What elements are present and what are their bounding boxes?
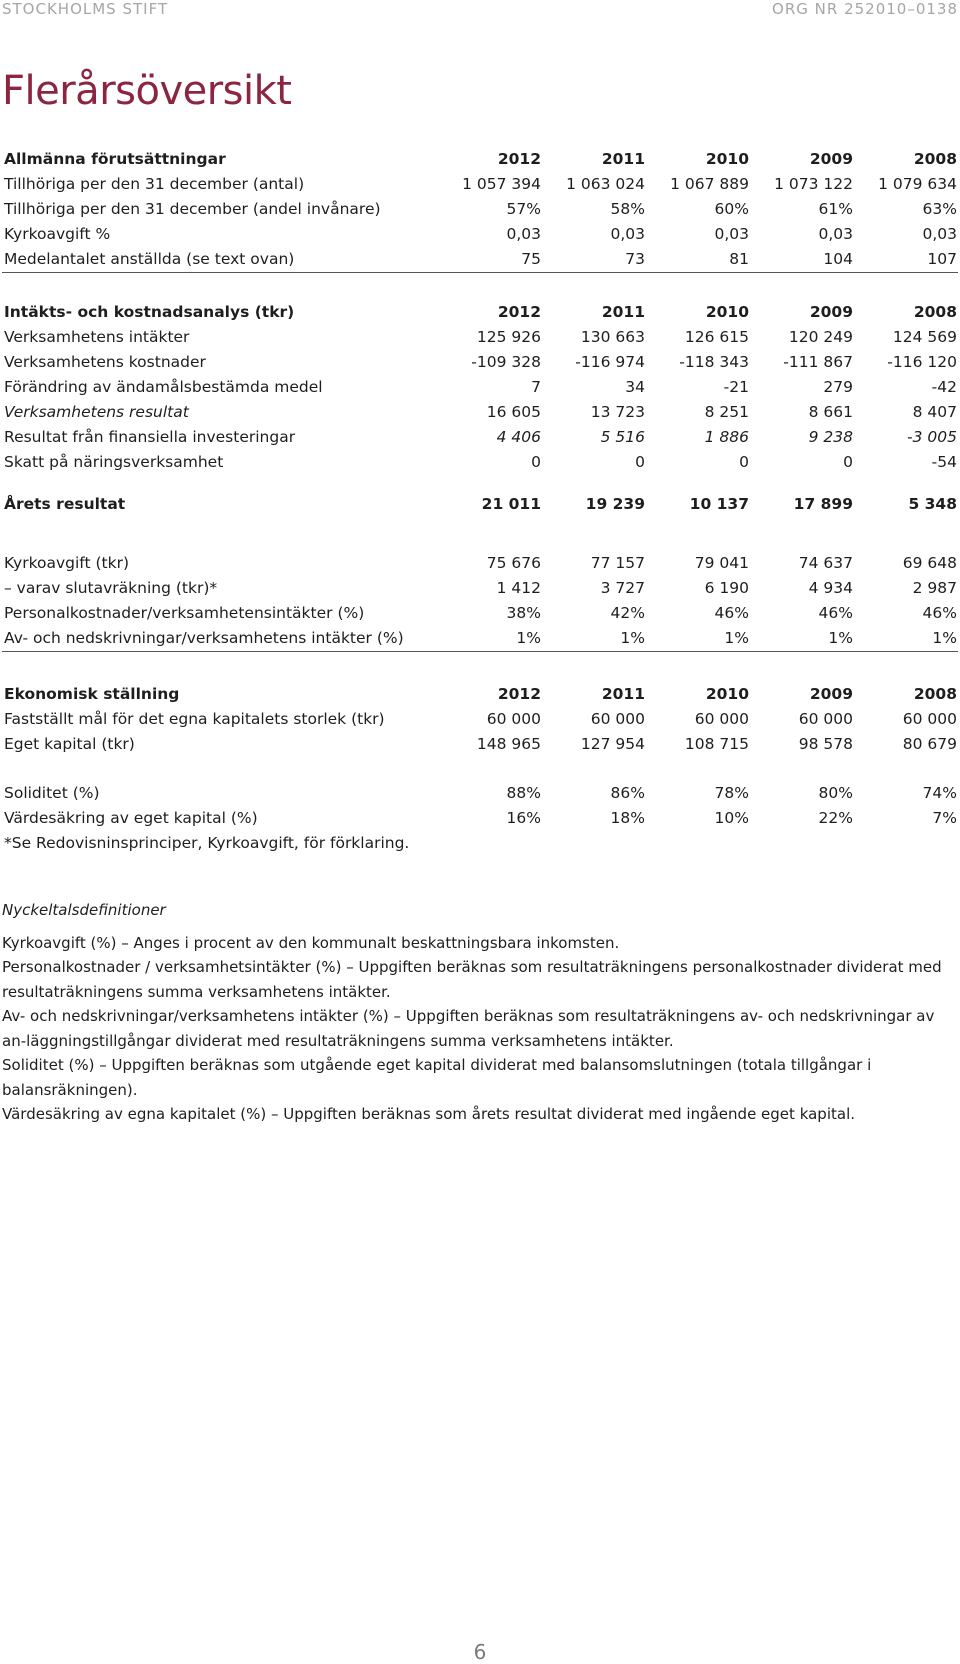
cell-value: 1 063 024 — [566, 175, 645, 193]
cell-value: 9 238 — [808, 428, 853, 446]
cell-value: 8 407 — [912, 403, 957, 421]
table-row — [2, 350, 958, 375]
table-row — [2, 247, 958, 273]
cell-value: 1 412 — [496, 579, 541, 597]
section-heading: Ekonomisk ställning — [4, 685, 180, 703]
cell-value: 125 926 — [476, 328, 541, 346]
cell-value: 58% — [610, 200, 645, 218]
definition-item: Kyrkoavgift (%) – Anges i procent av den kommunalt beskattningsbara inkomsten. — [2, 933, 620, 952]
cell-value: 60 000 — [902, 710, 957, 728]
cell-value: 1 067 889 — [670, 175, 749, 193]
cell-value: 19 239 — [585, 495, 645, 513]
cell-value: 38% — [506, 604, 541, 622]
cell-value: -109 328 — [471, 353, 541, 371]
table-row — [2, 806, 958, 831]
row-label: Skatt på näringsverksamhet — [4, 453, 224, 471]
row-label: Medelantalet anställda (se text ovan) — [4, 250, 295, 268]
definition-item: Soliditet (%) – Uppgiften beräknas som utgående eget kapital dividerat med balansomslutningen (totala tillgångar i balansräkningen). — [2, 1056, 872, 1099]
cell-value: 80% — [818, 784, 853, 802]
cell-value: 10% — [714, 809, 749, 827]
cell-value: -111 867 — [783, 353, 853, 371]
cell-value: 0 — [635, 453, 645, 471]
year-header: 2012 — [497, 303, 541, 321]
table-row — [2, 222, 958, 247]
cell-value: 1 073 122 — [774, 175, 853, 193]
row-label: Fastställt mål för det egna kapitalets storlek (tkr) — [4, 710, 385, 728]
definition-item: Personalkostnader / verksamhetsintäkter (%) – Uppgiften beräknas som resultaträkningens personalkostnader dividerat med resultaträkningens summa verksamhetens intäkter. — [2, 958, 942, 1001]
cell-value: 88% — [506, 784, 541, 802]
footnote — [2, 831, 958, 856]
cell-value: 0 — [843, 453, 853, 471]
table-row — [2, 197, 958, 222]
table-row — [2, 425, 958, 450]
cell-value: 0,03 — [506, 225, 541, 243]
cell-value: 0,03 — [714, 225, 749, 243]
row-label: Verksamhetens resultat — [4, 403, 189, 421]
year-header: 2010 — [705, 685, 749, 703]
table-row — [2, 325, 958, 350]
year-header: 2011 — [601, 303, 645, 321]
row-label: Verksamhetens kostnader — [4, 353, 206, 371]
row-label: Tillhöriga per den 31 december (andel invånare) — [4, 200, 381, 218]
definition-item: Värdesäkring av egna kapitalet (%) – Uppgiften beräknas som årets resultat dividerat med ingående eget kapital. — [2, 1105, 856, 1123]
cell-value: 10 137 — [689, 495, 749, 513]
key-figure-definitions — [2, 898, 952, 1127]
cell-value: 108 715 — [684, 735, 749, 753]
year-header: 2008 — [913, 685, 957, 703]
cell-value: 7% — [932, 809, 957, 827]
row-label: Verksamhetens intäkter — [4, 328, 190, 346]
cell-value: 42% — [610, 604, 645, 622]
table-row — [2, 576, 958, 601]
cell-value: 120 249 — [788, 328, 853, 346]
cell-value: 127 954 — [580, 735, 645, 753]
cell-value: 2 987 — [912, 579, 957, 597]
cell-value: 0,03 — [610, 225, 645, 243]
table-row — [2, 551, 958, 576]
cell-value: 1% — [620, 629, 645, 647]
cell-value: 16% — [506, 809, 541, 827]
year-header: 2009 — [809, 303, 853, 321]
year-header: 2010 — [705, 303, 749, 321]
organization-name: STOCKHOLMS STIFT — [2, 0, 169, 18]
year-header: 2011 — [601, 150, 645, 168]
row-label: Soliditet (%) — [4, 784, 100, 802]
cell-value: 124 569 — [892, 328, 957, 346]
cell-value: 86% — [610, 784, 645, 802]
definitions-heading: Nyckeltalsdefinitioner — [2, 901, 166, 919]
cell-value: 75 676 — [486, 554, 541, 572]
cell-value: 17 899 — [793, 495, 853, 513]
cell-value: -116 974 — [575, 353, 645, 371]
cell-value: 4 406 — [496, 428, 541, 446]
cell-value: 1 057 394 — [462, 175, 541, 193]
cell-value: 1% — [932, 629, 957, 647]
definition-item: Av- och nedskrivningar/verksamhetens intäkter (%) – Uppgiften beräknas som resultaträkningens av- och nedskrivningar av an-läggningstillgångar dividerat med resultaträkningens summa verksamhetens intäkter. — [2, 1007, 935, 1050]
cell-value: 98 578 — [798, 735, 853, 753]
table-header-row — [2, 300, 958, 325]
cell-value: 78% — [714, 784, 749, 802]
cell-value: 0,03 — [818, 225, 853, 243]
result-row — [2, 492, 958, 517]
row-label: Förändring av ändamålsbestämda medel — [4, 378, 323, 396]
cell-value: 130 663 — [580, 328, 645, 346]
cell-value: 1% — [516, 629, 541, 647]
cell-value: -42 — [931, 378, 957, 396]
row-label: Personalkostnader/verksamhetensintäkter (%) — [4, 604, 365, 622]
cell-value: 0 — [531, 453, 541, 471]
page-number: 6 — [473, 1640, 487, 1664]
cell-value: 60 000 — [798, 710, 853, 728]
cell-value: 74 637 — [798, 554, 853, 572]
cell-value: 74% — [922, 784, 957, 802]
org-number: ORG NR 252010–0138 — [772, 0, 958, 18]
cell-value: 46% — [818, 604, 853, 622]
cell-value: 63% — [922, 200, 957, 218]
income-cost-table — [2, 300, 958, 517]
year-header: 2008 — [913, 150, 957, 168]
section-heading: Allmänna förutsättningar — [4, 150, 226, 168]
cell-value: 46% — [922, 604, 957, 622]
cell-value: 3 727 — [600, 579, 645, 597]
year-header: 2008 — [913, 303, 957, 321]
cell-value: 1% — [828, 629, 853, 647]
row-label: Resultat från finansiella investeringar — [4, 428, 296, 446]
row-label: Kyrkoavgift (tkr) — [4, 554, 130, 572]
cell-value: 81 — [729, 250, 749, 268]
footnote-text: *Se Redovisninsprinciper, Kyrkoavgift, för förklaring. — [4, 834, 410, 852]
cell-value: 107 — [927, 250, 957, 268]
cell-value: 8 251 — [704, 403, 749, 421]
year-header: 2012 — [497, 685, 541, 703]
table-header-row — [2, 147, 958, 172]
row-label: Kyrkoavgift % — [4, 225, 111, 243]
table-row — [2, 172, 958, 197]
year-header: 2012 — [497, 150, 541, 168]
cell-value: 5 348 — [908, 495, 957, 513]
table-row — [2, 375, 958, 400]
cell-value: 18% — [610, 809, 645, 827]
cell-value: 0 — [739, 453, 749, 471]
row-label: Av- och nedskrivningar/verksamhetens intäkter (%) — [4, 629, 404, 647]
cell-value: 0,03 — [922, 225, 957, 243]
cell-value: 79 041 — [694, 554, 749, 572]
cell-value: 80 679 — [902, 735, 957, 753]
cell-value: 148 965 — [476, 735, 541, 753]
section-heading: Intäkts- och kostnadsanalys (tkr) — [4, 303, 295, 321]
cell-value: 126 615 — [684, 328, 749, 346]
cell-value: 46% — [714, 604, 749, 622]
cell-value: 60% — [714, 200, 749, 218]
row-label: – varav slutavräkning (tkr)* — [4, 579, 218, 597]
financial-position-table — [2, 682, 958, 856]
table-row — [2, 732, 958, 757]
cell-value: -54 — [931, 453, 957, 471]
cell-value: 279 — [823, 378, 853, 396]
cell-value: 7 — [531, 378, 541, 396]
table-row — [2, 707, 958, 732]
cell-value: 21 011 — [481, 495, 541, 513]
cell-value: 8 661 — [808, 403, 853, 421]
cell-value: 16 605 — [486, 403, 541, 421]
cell-value: 1 886 — [704, 428, 749, 446]
key-ratios-table — [2, 551, 958, 652]
year-header: 2011 — [601, 685, 645, 703]
cell-value: 34 — [625, 378, 645, 396]
table-row — [2, 626, 958, 652]
year-header: 2009 — [809, 685, 853, 703]
table-row — [2, 400, 958, 425]
cell-value: 60 000 — [486, 710, 541, 728]
cell-value: -116 120 — [887, 353, 957, 371]
cell-value: 60 000 — [694, 710, 749, 728]
cell-value: 104 — [823, 250, 853, 268]
cell-value: 1% — [724, 629, 749, 647]
table-row — [2, 450, 958, 477]
cell-value: 61% — [818, 200, 853, 218]
cell-value: 4 934 — [808, 579, 853, 597]
cell-value: 22% — [818, 809, 853, 827]
cell-value: 60 000 — [590, 710, 645, 728]
row-label: Årets resultat — [4, 495, 126, 513]
cell-value: 6 190 — [704, 579, 749, 597]
cell-value: 75 — [521, 250, 541, 268]
cell-value: -3 005 — [907, 428, 957, 446]
cell-value: 57% — [506, 200, 541, 218]
cell-value: -21 — [723, 378, 749, 396]
cell-value: 1 079 634 — [878, 175, 957, 193]
general-conditions-table — [2, 147, 958, 273]
cell-value: 73 — [625, 250, 645, 268]
table-row — [2, 601, 958, 626]
row-label: Värdesäkring av eget kapital (%) — [4, 809, 258, 827]
row-label: Tillhöriga per den 31 december (antal) — [4, 175, 305, 193]
cell-value: -118 343 — [679, 353, 749, 371]
year-header: 2009 — [809, 150, 853, 168]
year-header: 2010 — [705, 150, 749, 168]
cell-value: 13 723 — [590, 403, 645, 421]
table-header-row — [2, 682, 958, 707]
page-title: Flerårsöversikt — [2, 68, 292, 114]
table-row — [2, 781, 958, 806]
cell-value: 77 157 — [590, 554, 645, 572]
row-label: Eget kapital (tkr) — [4, 735, 135, 753]
cell-value: 69 648 — [902, 554, 957, 572]
cell-value: 5 516 — [600, 428, 645, 446]
